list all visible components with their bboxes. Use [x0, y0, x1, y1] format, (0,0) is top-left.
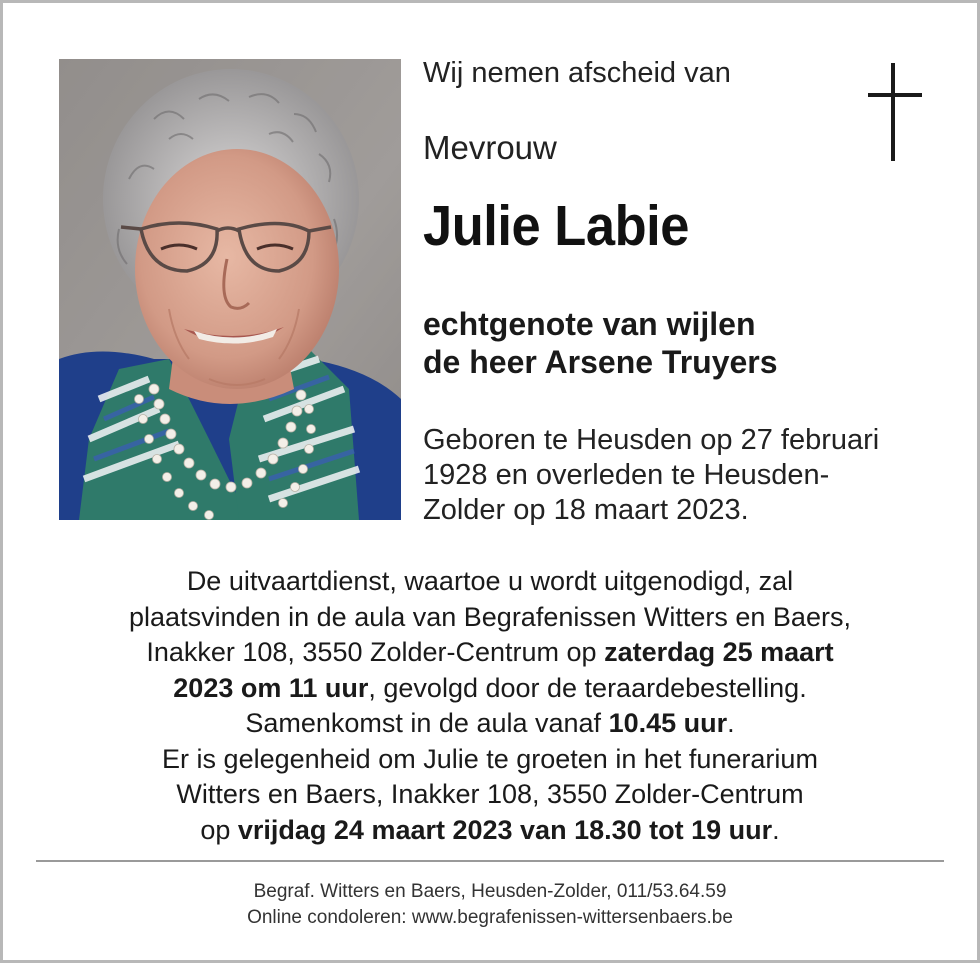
service-line-7: Witters en Baers, Inakker 108, 3550 Zolder-Centrum: [176, 779, 804, 809]
service-line-1: De uitvaartdienst, waartoe u wordt uitgenodigd, zal: [186, 566, 794, 596]
online-condolence: Online condoleren: www.begrafenissen-wittersenbaers.be: [247, 907, 733, 928]
intro-text: Wij nemen afscheid van: [423, 57, 731, 89]
service-announcement: [33, 564, 947, 848]
service-line-3: [33, 635, 947, 671]
birth-death-info: [423, 423, 943, 528]
spouse-info: [423, 305, 778, 381]
gathering-time: 10.45 uur: [608, 708, 728, 738]
service-line-2: plaatsvinden in de aula van Begrafenissen Witters en Baers,: [129, 601, 851, 632]
visitation-period: .: [772, 814, 780, 845]
born-line-1: Geboren te Heusden op 27 februari: [423, 424, 880, 456]
service-line-5: [33, 706, 947, 742]
salutation: Mevrouw: [423, 129, 557, 166]
funeral-home-contact: Begraf. Witters en Baers, Heusden-Zolder, 011/53.64.59: [253, 881, 727, 902]
divider: [36, 860, 944, 862]
deceased-name: Julie Labie: [423, 194, 689, 258]
cross-icon: [863, 63, 923, 163]
spouse-line-1: echtgenote van wijlen: [423, 306, 756, 342]
service-time: 2023 om 11 uur: [173, 672, 369, 703]
gathering-text: Samenkomst in de aula vanaf: [245, 708, 609, 738]
gathering-period: .: [727, 708, 735, 738]
service-line-8: [33, 813, 947, 849]
visitation-prefix: op: [200, 814, 238, 845]
born-line-2: 1928 en overleden te Heusden-: [423, 459, 830, 491]
service-burial: , gevolgd door de teraardebestelling.: [368, 672, 807, 703]
service-line-4: [33, 671, 947, 707]
obituary-card: [3, 3, 977, 960]
born-line-3: Zolder op 18 maart 2023.: [423, 494, 749, 526]
service-address: Inakker 108, 3550 Zolder-Centrum op: [146, 637, 605, 667]
service-line-6: Er is gelegenheid om Julie te groeten in het funerarium: [162, 743, 818, 774]
spouse-line-2: de heer Arsene Truyers: [423, 344, 778, 380]
visitation-time: vrijdag 24 maart 2023 van 18.30 tot 19 uur: [237, 814, 773, 845]
portrait-photo: [59, 59, 401, 520]
service-date: zaterdag 25 maart: [604, 637, 834, 667]
footer: [33, 879, 947, 931]
